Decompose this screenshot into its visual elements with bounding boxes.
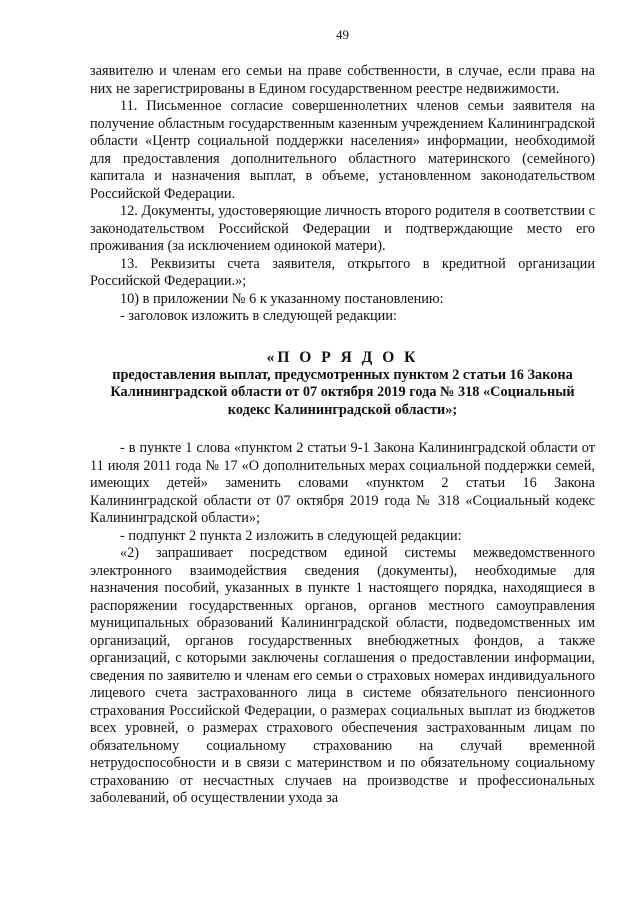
paragraph: - в пункте 1 слова «пунктом 2 статьи 9-1 Закона Калининградской области от 11 июля 2011 года № 17 «О дополнительных мерах социальной поддержки семей, имеющих детей» заменить словами «пунктом 2 статьи 16 Закона Калининградской области от 07 октября 2019 года № 318 «Социальный кодекс Калининградской области»;: [90, 440, 595, 526]
paragraph: 13. Реквизиты счета заявителя, открытого в кредитной организации Российской Федерации.»;: [90, 255, 595, 289]
paragraph: 11. Письменное согласие совершеннолетних членов семьи заявителя на получение областным государственным казенным учреждением Калининградской области «Центр социальной поддержки населения» информации, необходимой для предоставления дополнительного областного материнского (семейного) капитала и назначения выплат, в объеме, установленном законодательством Российской Федерации.: [90, 98, 595, 202]
page-number: 49: [336, 27, 349, 42]
paragraphs-top: [90, 63, 595, 326]
paragraph: «2) запрашивает посредством единой системы межведомственного электронного взаимодействия сведения (документы), необходимые для назначения пособий, указанных в пункте 1 настоящего порядка, находящиеся в распоряжении государственных органов, органов местного самоуправления муниципальных образований Калининградской области, подведомственных им организаций, органов государственных внебюджетных фондов, а также организаций, с которыми заключены соглашения о предоставлении информации, сведения по заявителю и членам его семьи о страховых номерах индивидуального лицевого счета застрахованного лица в системе обязательного пенсионного страхования Российской Федерации, о размерах социальных выплат из бюджетов всех уровней, о размерах страхового обеспечения застрахованным лицам по обязательному социальному страхованию на случай временной нетрудоспособности и в связи с материнством и по обязательному социальному страхованию от несчастных случаев на производстве и профессиональных заболеваний, об осуществлении ухода за: [90, 545, 595, 806]
paragraphs-bottom: [90, 440, 595, 808]
paragraph: 10) в приложении № 6 к указанному постановлению:: [120, 290, 444, 307]
title-main: «П О Р Я Д О К: [266, 348, 419, 366]
document-body: [90, 63, 595, 808]
section-title: [90, 348, 595, 420]
paragraph: заявителю и членам его семьи на праве собственности, в случае, если права на них не зарегистрированы в Едином государственном реестре недвижимости.: [90, 63, 595, 97]
title-subtitle: предоставления выплат, предусмотренных пунктом 2 статьи 16 Закона Калининградской области от 07 октября 2019 года № 318 «Социальный кодекс Калининградской области»;: [110, 366, 575, 418]
paragraph: - заголовок изложить в следующей редакции:: [120, 308, 397, 324]
paragraph: - подпункт 2 пункта 2 изложить в следующей редакции:: [120, 527, 462, 544]
paragraph: 12. Документы, удостоверяющие личность второго родителя в соответствии с законодательством Российской Федерации и подтверждающие место его проживания (за исключением одинокой матери).: [90, 203, 595, 254]
